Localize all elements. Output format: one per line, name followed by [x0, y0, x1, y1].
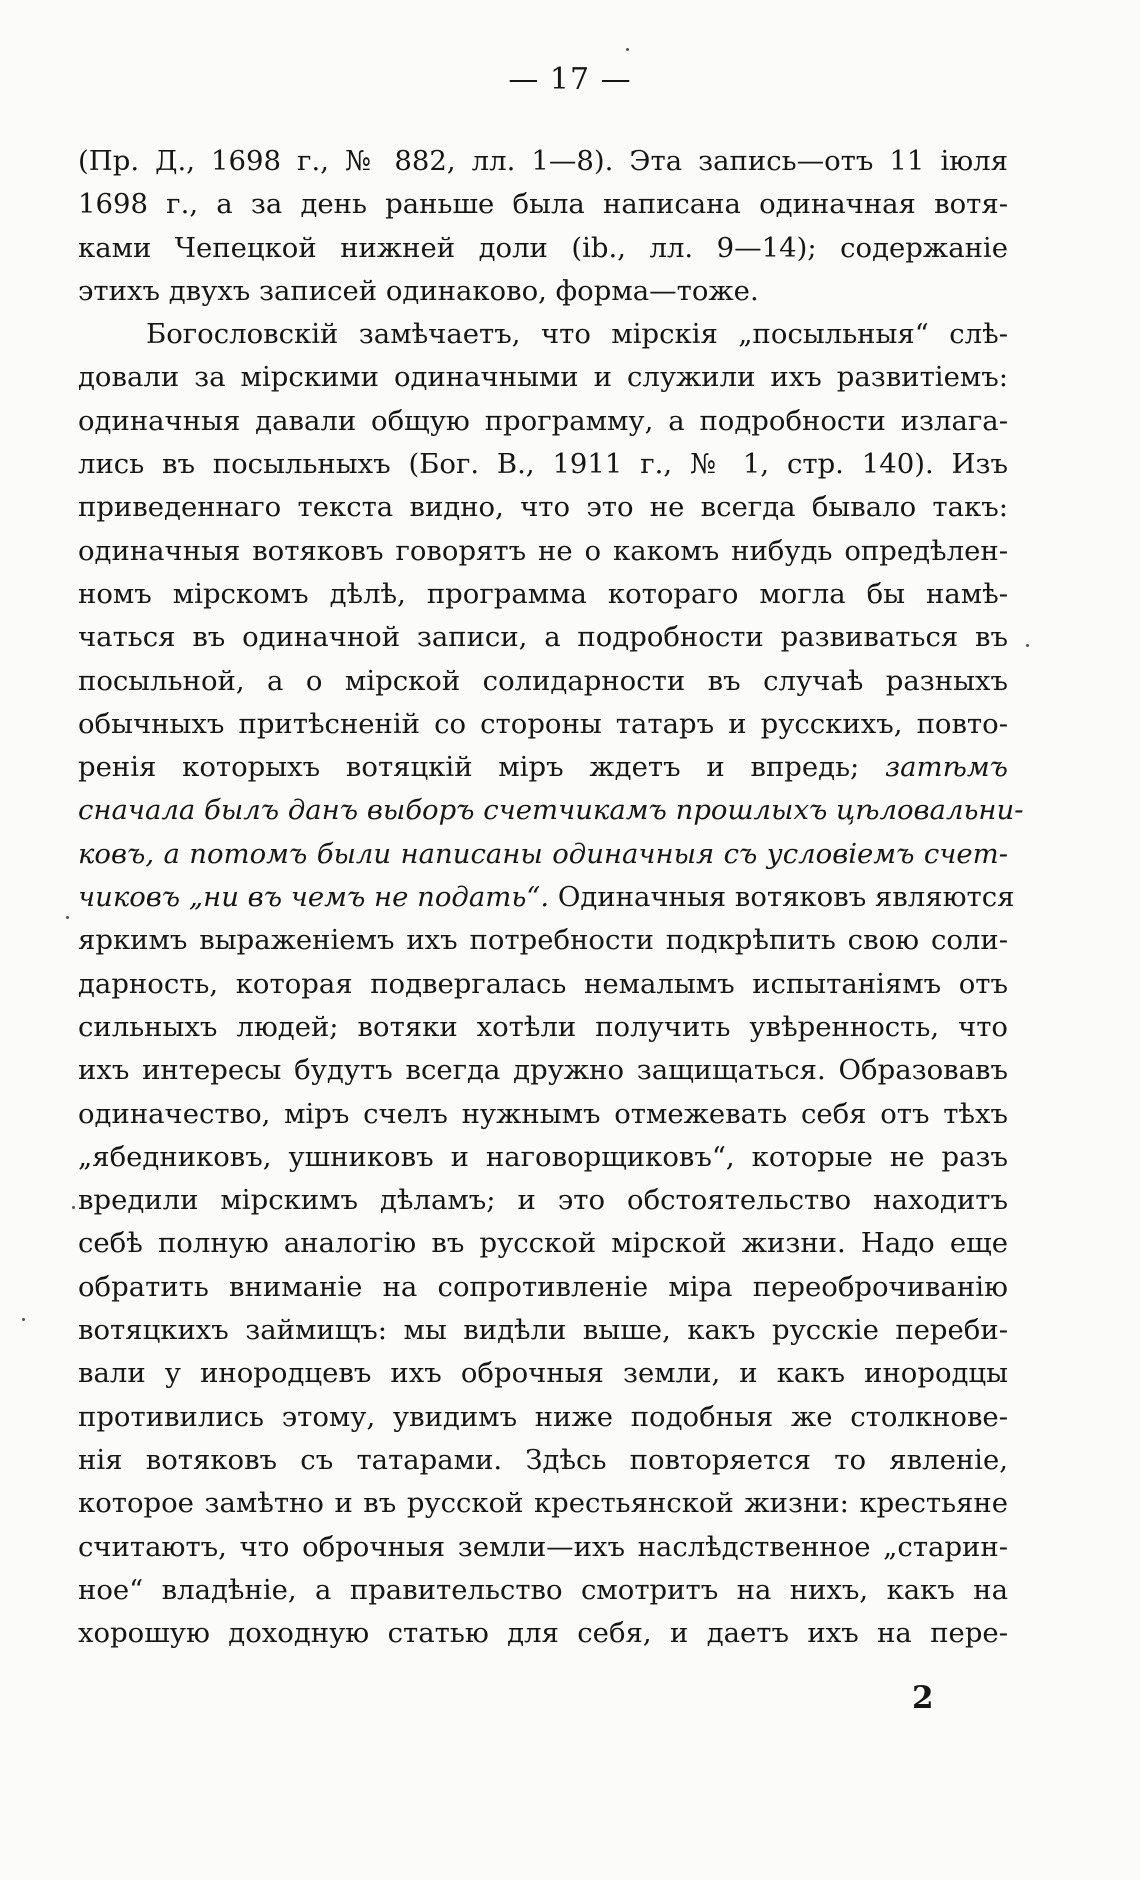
italic-line — [78, 833, 1008, 876]
signature-mark: 2 — [912, 1680, 934, 1716]
text-line: себѣ полную аналогію въ русской мірской жизни. Надо еще — [78, 1227, 1008, 1260]
text-line-mixed — [78, 876, 1015, 919]
text-line: яркимъ выраженіемъ ихъ потребности подкрѣпить свою соли- — [78, 924, 1008, 957]
scan-speck — [66, 916, 69, 919]
scan-speck — [626, 48, 629, 51]
text-line: обычныхъ притѣсненій со стороны татаръ и русскихъ, повто- — [78, 707, 1008, 740]
text-segment: Одиначныя вотяковъ являются — [557, 881, 1015, 914]
text-line: ное“ владѣніе, а правительство смотритъ на нихъ, какъ на — [78, 1573, 1008, 1606]
text-line: вредили мірскимъ дѣламъ; и это обстоятельство находитъ — [78, 1184, 1008, 1217]
text-line: (Пр. Д., 1698 г., № 882, лл. 1—8). Эта запись—отъ 11 іюля — [78, 145, 1008, 177]
text-line: посыльной, а о мірской солидарности въ случаѣ разныхъ — [78, 664, 1008, 697]
text-line: сильныхъ людей; вотяки хотѣли получить увѣренность, что — [78, 1010, 1008, 1043]
text-line: которое замѣтно и въ русской крестьянской жизни: крестьяне — [78, 1487, 1008, 1520]
text-line: дарность, которая подвергалась немалымъ испытаніямъ отъ — [78, 967, 1008, 1000]
italic-segment: ковъ, а потомъ были написаны одиначныя съ условіемъ счет- — [78, 837, 1008, 870]
italic-segment: затѣмъ — [885, 751, 1008, 784]
text-line: „ябедниковъ, ушниковъ и наговорщиковъ“, которые не разъ — [78, 1140, 1008, 1173]
scan-speck — [22, 1318, 25, 1321]
text-segment: ренія которыхъ вотяцкій міръ ждетъ и впредь; — [78, 751, 860, 784]
text-line: обратить вниманіе на сопротивленіе міра переоброчиванію — [78, 1270, 1008, 1303]
scan-speck — [72, 1206, 75, 1209]
italic-line — [78, 789, 1024, 832]
text-line: вотяцкихъ займищъ: мы видѣли выше, какъ русскіе переби- — [78, 1314, 1008, 1347]
text-line: чаться въ одиначной записи, а подробности развиваться въ — [78, 621, 1008, 654]
text-line: противились этому, увидимъ ниже подобныя же столкнове- — [78, 1400, 1008, 1433]
paragraph-start-line: Богословскій замѣчаетъ, что мірскія „посыльныя“ слѣ- — [146, 318, 1008, 351]
text-line: одиначныя вотяковъ говорятъ не о какомъ нибудь опредѣлен- — [78, 534, 1008, 567]
text-line: одиначество, міръ счелъ нужнымъ отмежевать себя отъ тѣхъ — [78, 1097, 1008, 1130]
text-line: довали за мірскими одиначными и служили ихъ развитіемъ: — [78, 361, 1008, 394]
text-line: ками Чепецкой нижней доли (ib., лл. 9—14); содержаніе — [78, 231, 1008, 264]
italic-segment: сначала былъ данъ выборъ счетчикамъ прошлыхъ цѣловальни- — [78, 794, 1024, 827]
text-line: ихъ интересы будутъ всегда дружно защищаться. Образовавъ — [78, 1054, 1008, 1087]
italic-segment: чиковъ „ни въ чемъ не подать“. — [78, 881, 550, 914]
text-line: этихъ двухъ записей одинаково, форма—тоже. — [78, 274, 759, 307]
scan-speck — [1026, 644, 1029, 647]
text-line: нія вотяковъ съ татарами. Здѣсь повторяется то явленіе, — [78, 1443, 1008, 1476]
text-line: лись въ посыльныхъ (Бог. В., 1911 г., № 1, стр. 140). Изъ — [78, 448, 1008, 481]
text-line: считаютъ, что оброчныя земли—ихъ наслѣдственное „старин- — [78, 1530, 1008, 1563]
body-text — [78, 140, 1024, 1655]
text-line: одиначныя давали общую программу, а подробности излага- — [78, 404, 1008, 437]
page-number-header: — 17 — — [508, 62, 632, 97]
text-line: приведеннаго текста видно, что это не всегда бывало такъ: — [78, 491, 1008, 524]
text-line: вали у инородцевъ ихъ оброчныя земли, и какъ инородцы — [78, 1357, 1008, 1390]
text-line-mixed — [78, 746, 1008, 789]
text-line: 1698 г., а за день раньше была написана одиначная вотя- — [78, 188, 1008, 221]
text-line: хорошую доходную статью для себя, и даетъ ихъ на пере- — [78, 1617, 1008, 1650]
text-line: номъ мірскомъ дѣлѣ, программа котораго могла бы намѣ- — [78, 577, 1008, 610]
